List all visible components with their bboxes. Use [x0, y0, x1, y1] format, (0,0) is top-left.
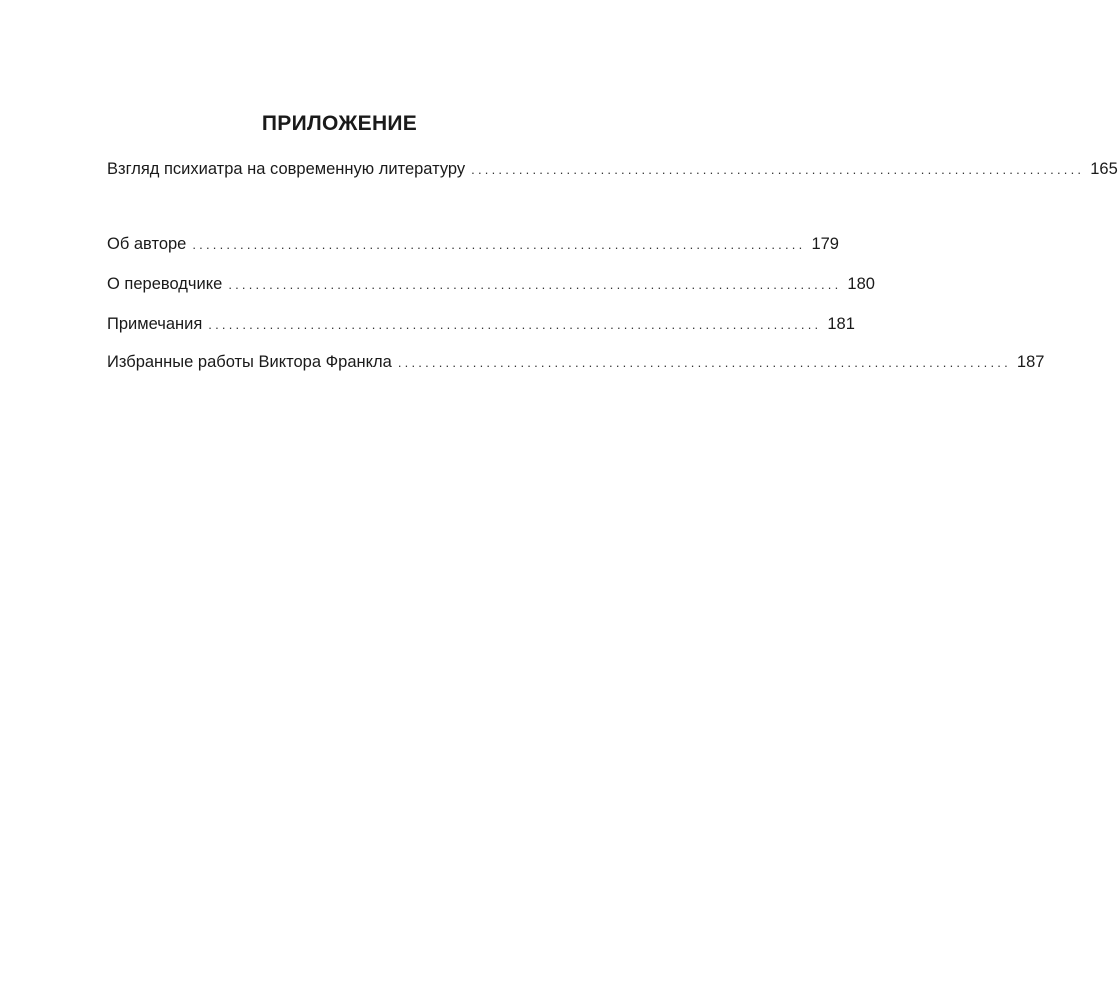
toc-page-number: 187 — [1016, 353, 1045, 371]
dot-leader: .......................................................................................... — [208, 317, 822, 332]
toc-entry — [107, 273, 875, 296]
toc-entry-title: О переводчике — [107, 275, 223, 293]
dot-leader: .......................................................................................... — [228, 277, 842, 292]
dot-leader: .......................................................................................... — [471, 162, 1085, 177]
toc-entry-title: Об авторе — [107, 235, 187, 253]
toc-page-number: 179 — [811, 235, 839, 253]
toc-entry-title: Взгляд психиатра на современную литературу — [107, 160, 466, 178]
toc-page-number: 165 — [1090, 160, 1118, 178]
toc-entry-title: Примечания — [107, 315, 203, 333]
toc-entry — [107, 351, 1045, 374]
section-heading: ПРИЛОЖЕНИЕ — [261, 112, 418, 135]
dot-leader: .......................................................................................... — [397, 355, 1011, 370]
toc-page-number: 181 — [827, 315, 855, 333]
toc-entry-title: Избранные работы Виктора Франкла — [107, 353, 392, 371]
toc-entry — [107, 233, 839, 256]
toc-entry — [107, 313, 855, 336]
dot-leader: .......................................................................................... — [192, 237, 806, 252]
toc-entry — [107, 158, 1118, 181]
toc-page-number: 180 — [847, 275, 875, 293]
